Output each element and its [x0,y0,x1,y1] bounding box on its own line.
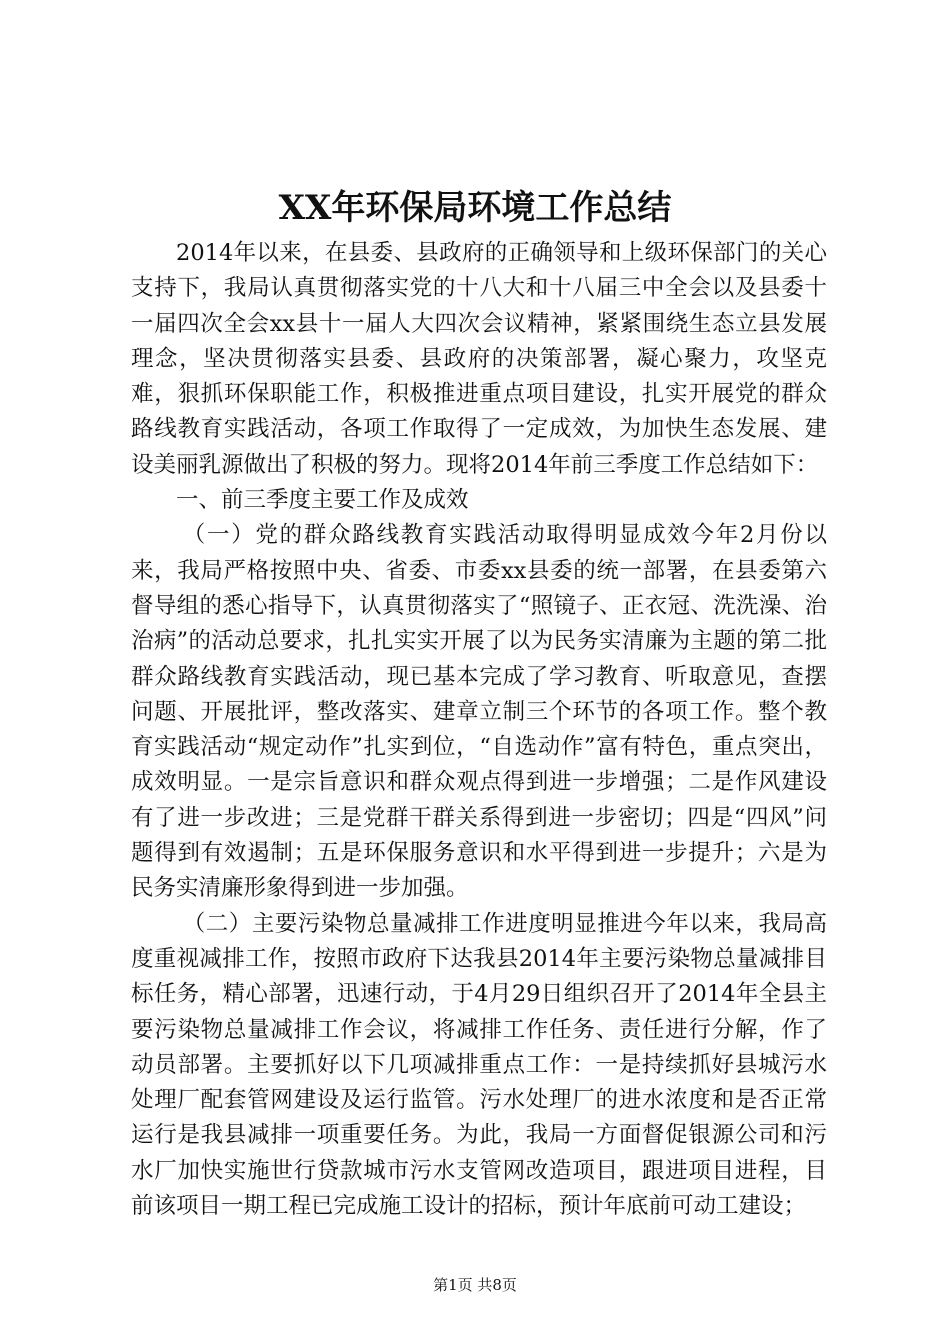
paragraph-item-2: （二）主要污染物总量减排工作进度明显推进今年以来，我局高度重视减排工作，按照市政府下达我县2014年主要污染物总量减排目标任务，精心部署，迅速行动，于4月29日组织召开了2014年全县主要污染物总量减排工作会议，将减排工作任务、责任进行分解，作了动员部署。主要抓好以下几项减排重点工作：一是持续抓好县城污水处理厂配套管网建设及运行监管。污水处理厂的进水浓度和是否正常运行是我县减排一项重要任务。为此，我局一方面督促银源公司和污水厂加快实施世行贷款城市污水支管网改造项目，跟进项目进程，目前该项目一期工程已完成施工设计的招标，预计年底前可动工建设； [131,910,827,1220]
paragraph-item-1: （一）党的群众路线教育实践活动取得明显成效今年2月份以来，我局严格按照中央、省委、市委xx县委的统一部署，在县委第六督导组的悉心指导下，认真贯彻落实了“照镜子、正衣冠、洗洗澡、治治病”的活动总要求，扎扎实实开展了以为民务实清廉为主题的第二批群众路线教育实践活动，现已基本完成了学习教育、听取意见，查摆问题、开展批评，整改落实、建章立制三个环节的各项工作。整个教育实践活动“规定动作”扎实到位，“自选动作”富有特色，重点突出，成效明显。一是宗旨意识和群众观点得到进一步增强；二是作风建设有了进一步改进；三是党群干群关系得到进一步密切；四是“四风”问题得到有效遏制；五是环保服务意识和水平得到进一步提升；六是为民务实清廉形象得到进一步加强。 [131,522,827,902]
page-footer: 第1页 共8页 [433,1276,517,1294]
paragraph-intro: 2014年以来，在县委、县政府的正确领导和上级环保部门的关心支持下，我局认真贯彻落实党的十八大和十八届三中全会以及县委十一届四次全会xx县十一届人大四次会议精神，紧紧围绕生态立县发展理念，坚决贯彻落实县委、县政府的决策部署，凝心聚力，攻坚克难，狠抓环保职能工作，积极推进重点项目建设，扎实开展党的群众路线教育实践活动，各项工作取得了一定成效，为加快生态发展、建设美丽乳源做出了积极的努力。现将2014年前三季度工作总结如下： [131,240,827,478]
section-heading: 一、前三季度主要工作及成效 [176,487,469,514]
document-body [131,236,827,1224]
document-title: XX年环保局环境工作总结 [278,188,672,228]
